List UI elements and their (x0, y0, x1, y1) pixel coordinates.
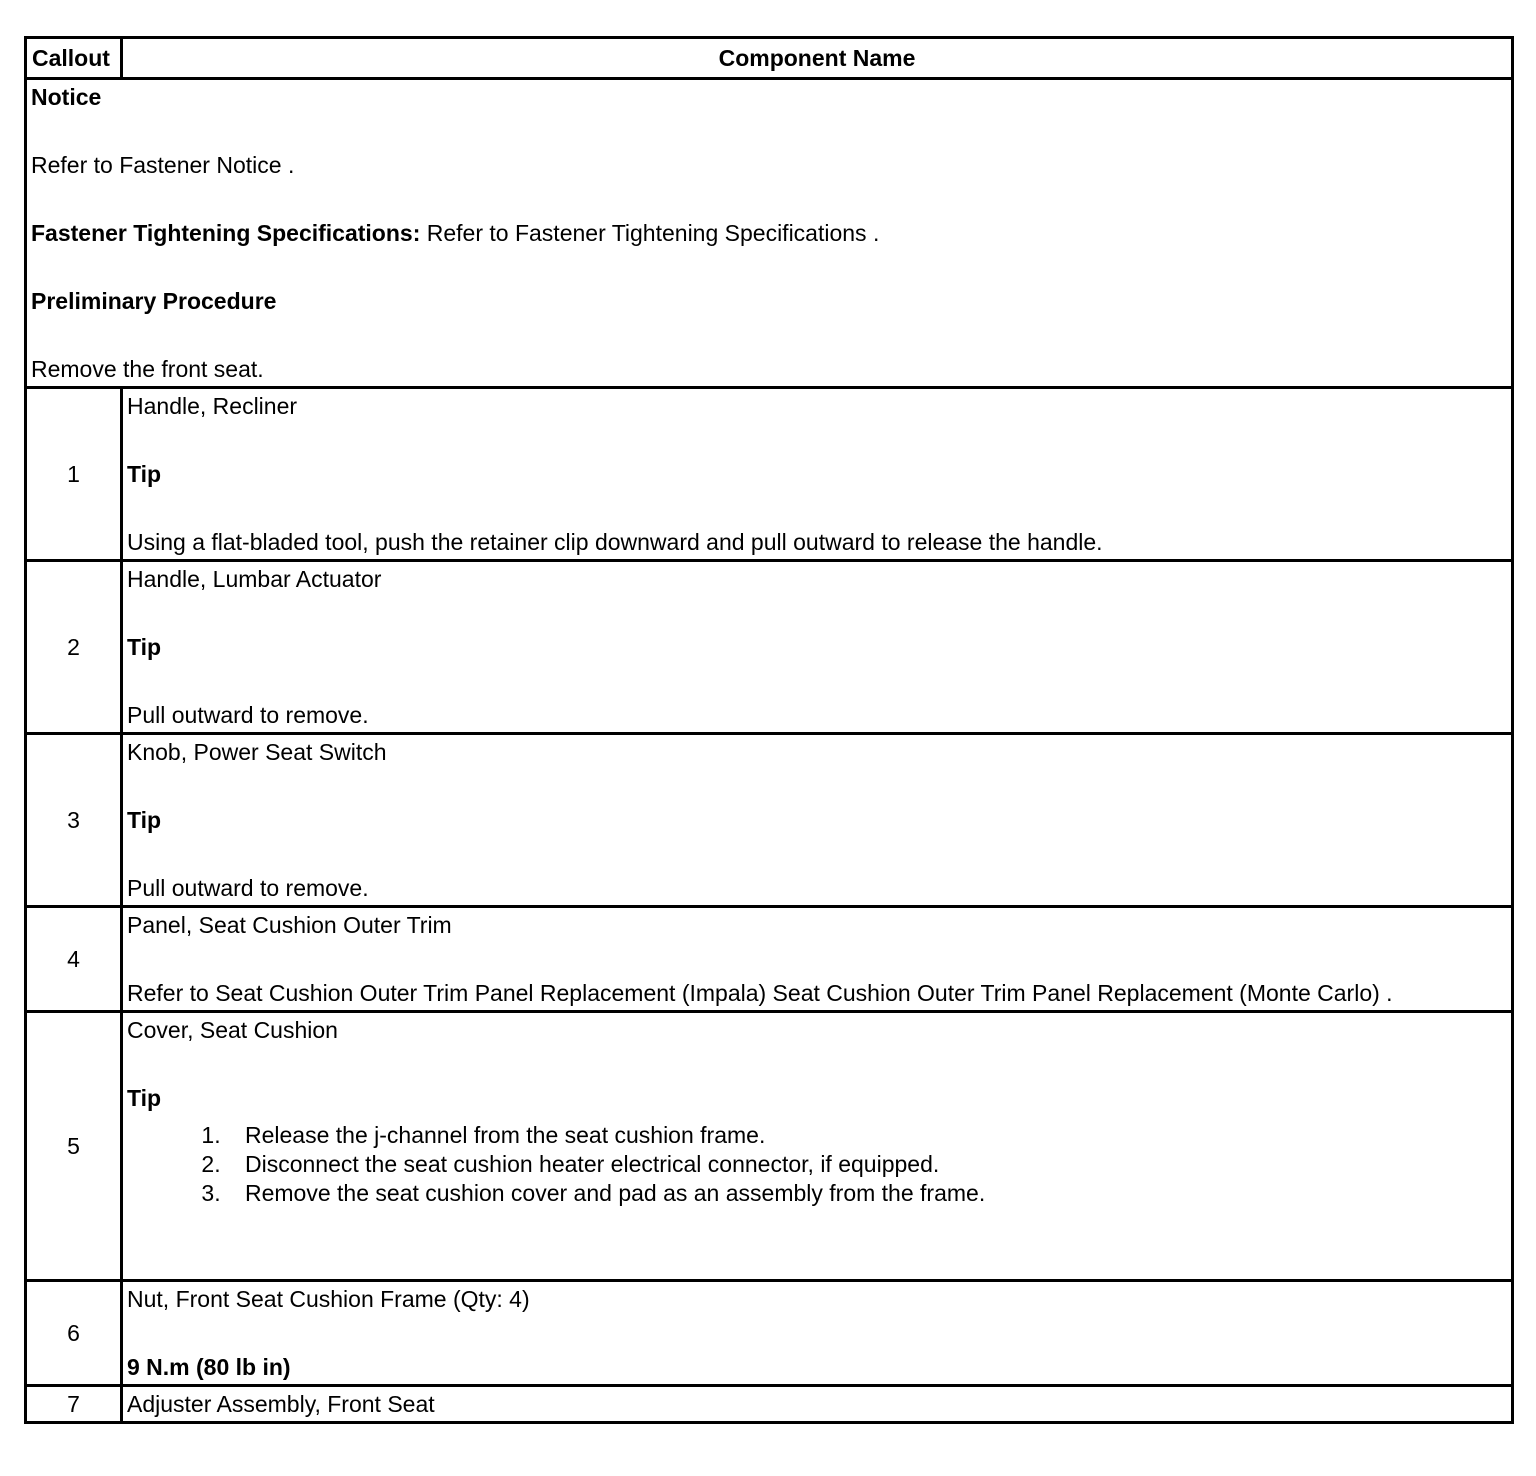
callout-cell: 5 (26, 1012, 122, 1281)
header-row (26, 38, 1513, 79)
callout-cell: 2 (26, 561, 122, 734)
notice-text: Refer to Fastener Notice . (31, 152, 295, 178)
table-row (26, 734, 1513, 907)
component-name-header: Component Name (122, 38, 1513, 79)
callout-cell: 3 (26, 734, 122, 907)
table-row (26, 907, 1513, 1012)
tip-label: Tip (127, 807, 162, 833)
prelim-heading: Preliminary Procedure (31, 288, 277, 314)
prelim-text: Remove the front seat. (31, 356, 264, 382)
tip-text: Pull outward to remove. (127, 702, 369, 728)
component-table (24, 36, 1514, 1424)
tip-label: Tip (127, 461, 162, 487)
component-name: Knob, Power Seat Switch (127, 739, 387, 765)
table-row (26, 1281, 1513, 1386)
component-name: Handle, Recliner (127, 393, 298, 419)
step-list (127, 1121, 1507, 1208)
list-item: 3. Remove the seat cushion cover and pad as an assembly from the frame. (227, 1179, 1507, 1208)
list-item: 1. Release the j-channel from the seat cushion frame. (227, 1121, 1507, 1150)
table-row (26, 1386, 1513, 1423)
list-item: 2. Disconnect the seat cushion heater electrical connector, if equipped. (227, 1150, 1507, 1179)
tip-text: Pull outward to remove. (127, 875, 369, 901)
tip-text: Using a flat-bladed tool, push the retainer clip downward and pull outward to release the handle. (127, 529, 1103, 555)
component-name: Nut, Front Seat Cushion Frame (Qty: 4) (127, 1286, 530, 1312)
component-name: Handle, Lumbar Actuator (127, 566, 382, 592)
table-row (26, 388, 1513, 561)
tip-label: Tip (127, 1085, 162, 1111)
intro-row (26, 79, 1513, 388)
table-row (26, 1012, 1513, 1281)
component-name: Panel, Seat Cushion Outer Trim (127, 912, 452, 938)
spec-line (31, 216, 1507, 250)
spec-label: Fastener Tightening Specifications: (31, 220, 421, 246)
callout-cell: 4 (26, 907, 122, 1012)
notice-heading: Notice (31, 84, 102, 110)
torque-spec: 9 N.m (80 lb in) (127, 1354, 291, 1380)
reference-text: Refer to Seat Cushion Outer Trim Panel Replacement (Impala) Seat Cushion Outer Trim Panel Replacement (Monte Carlo) . (127, 980, 1393, 1006)
component-name: Adjuster Assembly, Front Seat (127, 1391, 435, 1417)
callout-cell: 7 (26, 1386, 122, 1423)
table-row (26, 561, 1513, 734)
callout-header: Callout (26, 38, 122, 79)
component-name: Cover, Seat Cushion (127, 1017, 338, 1043)
tip-label: Tip (127, 634, 162, 660)
spec-text: Refer to Fastener Tightening Specifications . (420, 220, 880, 246)
callout-cell: 6 (26, 1281, 122, 1386)
callout-cell: 1 (26, 388, 122, 561)
